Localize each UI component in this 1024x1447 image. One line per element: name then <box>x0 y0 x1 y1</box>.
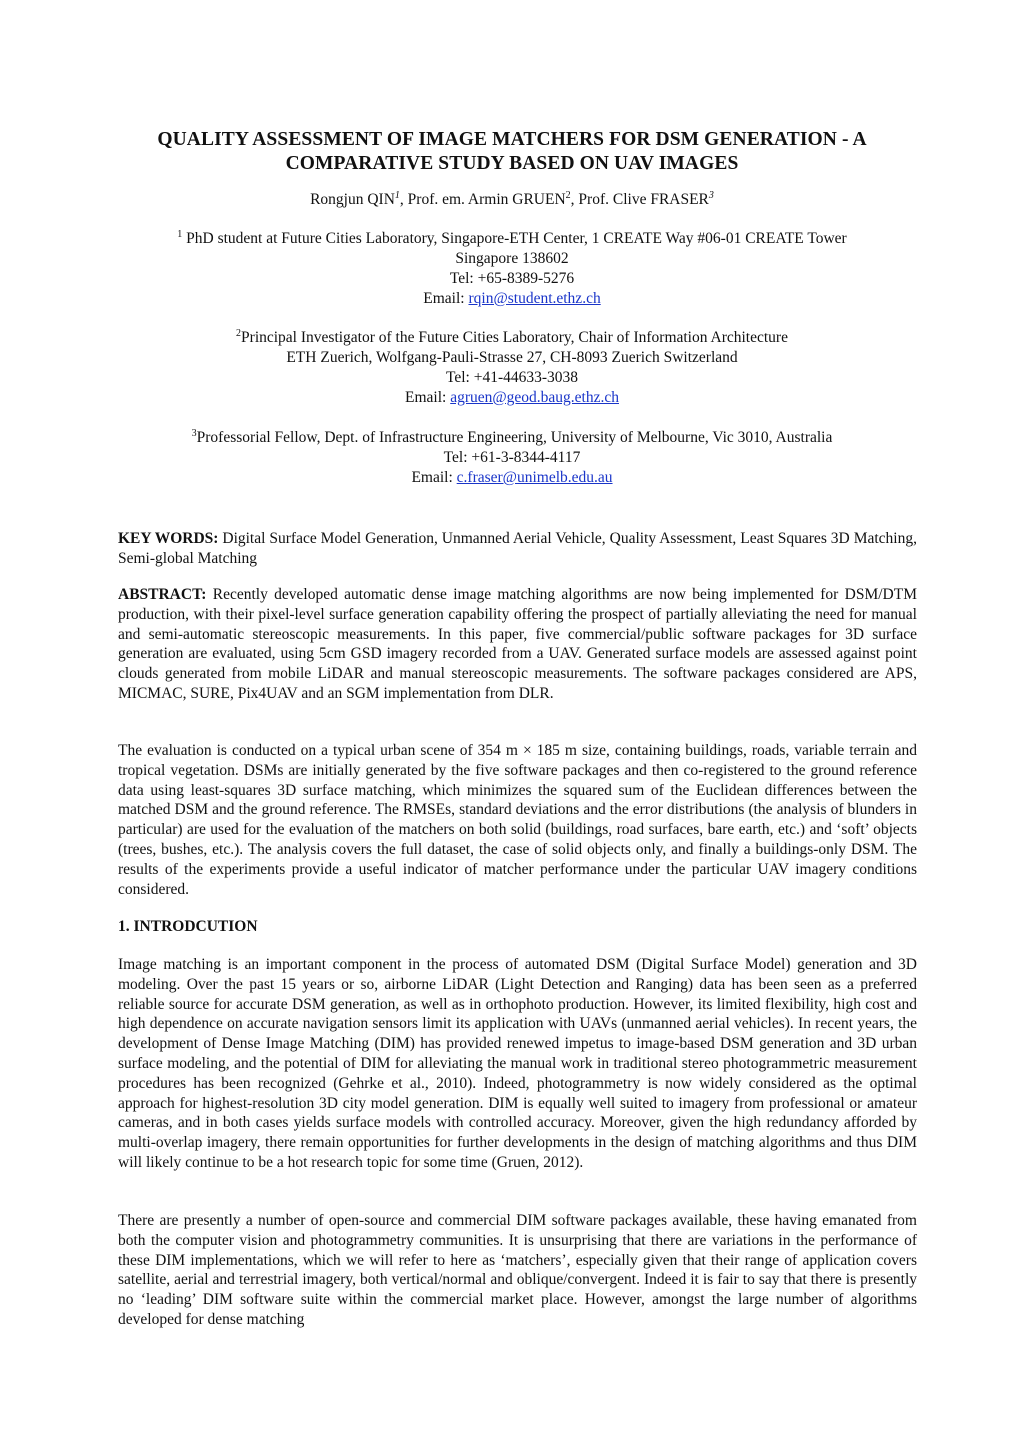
affiliation-3 <box>100 428 924 488</box>
author-1-affil-mark: 1 <box>394 189 400 201</box>
keywords-label: KEY WORDS: <box>118 530 219 547</box>
author-2-affil-mark: 2 <box>565 189 571 201</box>
keywords <box>118 529 917 569</box>
affiliation-3-email-label: Email: <box>411 469 457 486</box>
paper-title <box>100 128 924 176</box>
author-3-affil-mark: 3 <box>708 189 714 201</box>
abstract-label: ABSTRACT: <box>118 586 207 603</box>
affiliation-2-tel: Tel: +41-44633-3038 <box>445 369 579 386</box>
author-1: Rongjun QIN <box>310 191 395 208</box>
affiliation-2-line-1: Principal Investigator of the Future Cities Laboratory, Chair of Information Architecture <box>241 329 788 346</box>
affiliation-2-line-2: ETH Zuerich, Wolfgang-Pauli-Strasse 27, CH-8093 Zuerich Switzerland <box>286 349 738 366</box>
keywords-text: Digital Surface Model Generation, Unmanned Aerial Vehicle, Quality Assessment, Least Squares 3D Matching, Semi-global Matching <box>118 530 917 567</box>
affiliation-3-line-1: Professorial Fellow, Dept. of Infrastructure Engineering, University of Melbourne, Vic 3010, Australia <box>196 429 833 446</box>
title-line-2: COMPARATIVE STUDY BASED ON UAV IMAGES <box>285 153 739 174</box>
title-line-1: QUALITY ASSESSMENT OF IMAGE MATCHERS FOR DSM GENERATION - A <box>157 129 867 150</box>
author-list <box>100 190 924 210</box>
author-2: , Prof. em. Armin GRUEN <box>399 191 566 208</box>
affiliation-1-line-1: PhD student at Future Cities Laboratory, Singapore-ETH Center, 1 CREATE Way #06-01 CREATE Tower <box>182 230 847 247</box>
affiliation-2-mark: 2 <box>236 327 242 339</box>
affiliation-1-email-link[interactable]: rqin@student.ethz.ch <box>468 290 601 307</box>
section-heading-introduction: 1. INTRODCUTION <box>118 918 258 935</box>
affiliation-2 <box>100 328 924 408</box>
affiliation-3-tel: Tel: +61-3-8344-4117 <box>443 449 581 466</box>
affiliation-3-email-link[interactable]: c.fraser@unimelb.edu.au <box>456 469 613 486</box>
abstract-text-1: Recently developed automatic dense image matching algorithms are now being implemented for DSM/DTM production, with their pixel-level surface generation capability offering the prospect of partially alleviating the need for manual and semi-automatic stereoscopic measurements. In this paper, five commercial/public software packages for 3D surface generation are evaluated, using 5cm GSD imagery recorded from a UAV. Generated surface models are assessed against point clouds generated from mobile LiDAR and manual stereoscopic measurements. The software packages considered are APS, MICMAC, SURE, Pix4UAV and an SGM implementation from DLR. <box>118 586 917 702</box>
affiliation-3-mark: 3 <box>191 427 197 439</box>
affiliation-2-email-link[interactable]: agruen@geod.baug.ethz.ch <box>450 389 619 406</box>
affiliation-1 <box>100 229 924 309</box>
author-3: , Prof. Clive FRASER <box>570 191 709 208</box>
abstract-paragraph-1 <box>118 585 917 704</box>
affiliation-1-email-label: Email: <box>423 290 469 307</box>
introduction-paragraph-2: There are presently a number of open-source and commercial DIM software packages available, these having emanated from both the computer vision and photogrammetry communities. It is unsurprising that there are variations in the performance of these DIM implementations, which we will refer to here as ‘matchers’, especially given that their range of application covers satellite, aerial and terrestrial imagery, both vertical/normal and oblique/convergent. Indeed it is fair to say that there is presently no ‘leading’ DIM software suite within the commercial market place. However, amongst the large number of algorithms developed for dense matching <box>118 1212 917 1328</box>
affiliation-2-email-label: Email: <box>405 389 451 406</box>
affiliation-1-mark: 1 <box>177 228 183 240</box>
abstract-paragraph-2: The evaluation is conducted on a typical urban scene of 354 m × 185 m size, containing buildings, roads, variable terrain and tropical vegetation. DSMs are initially generated by the five software packages and then co-registered to the ground reference data using least-squares 3D surface matching, which minimizes the squared sum of the Euclidean differences between the matched DSM and the ground reference. The RMSEs, standard deviations and the error distributions (the analysis of blunders in particular) are used for the evaluation of the matchers on both solid (buildings, road surfaces, bare earth, etc.) and ‘soft’ objects (trees, bushes, etc.). The analysis covers the full dataset, the case of solid objects only, and finally a buildings-only DSM. The results of the experiments provide a useful indicator of matcher performance under the particular UAV imagery conditions considered. <box>118 742 917 898</box>
affiliation-1-line-2: Singapore 138602 <box>455 250 569 267</box>
affiliation-1-tel: Tel: +65-8389-5276 <box>449 270 575 287</box>
introduction-paragraph-1: Image matching is an important component in the process of automated DSM (Digital Surface Model) generation and 3D modeling. Over the past 15 years or so, airborne LiDAR (Light Detection and Ranging) data has been seen as a preferred reliable source for accurate DSM generation, as well as in orthophoto production. However, its limited flexibility, high cost and high dependence on accurate navigation sensors limit its application with UAVs (unmanned aerial vehicles). In recent years, the development of Dense Image Matching (DIM) has provided renewed impetus to image-based DSM generation and 3D urban surface modeling, and the potential of DIM for alleviating the manual work in traditional stereo photogrammetric measurement procedures has been recognized (Gehrke et al., 2010). Indeed, photogrammetry is now widely considered as the optimal approach for highest-resolution 3D city model generation. DIM is equally well suited to imagery from professional or amateur cameras, and in both cases yields surface models with controlled accuracy. Moreover, given the high redundancy afforded by multi-overlap imagery, there remain opportunities for further developments in the design of matching algorithms and thus DIM will likely continue to be a hot research topic for some time (Gruen, 2012). <box>118 956 917 1171</box>
